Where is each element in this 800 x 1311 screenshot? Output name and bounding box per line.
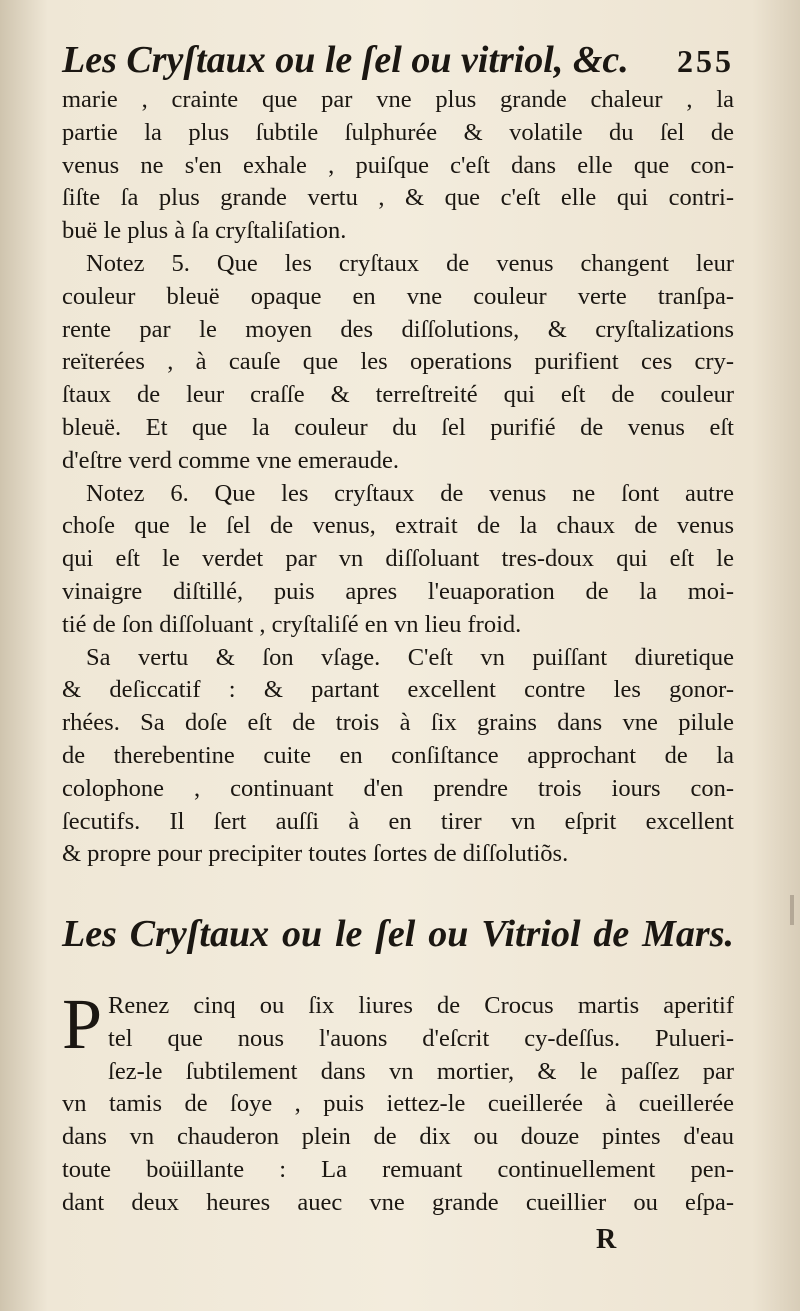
text-line: ſiſte ſa plus grande vertu , & que c'eſt elle qui contri-: [62, 184, 734, 212]
text-line: de therebentine cuite en conſiſtance approchant de la: [62, 741, 734, 769]
running-header: [62, 38, 734, 88]
text-line: marie , crainte que par vne plus grande chaleur , la: [62, 86, 734, 113]
text-line: dans vn chauderon plein de dix ou douze pintes d'eau: [62, 1123, 734, 1151]
text-line: d'eſtre verd comme vne emeraude.: [62, 446, 400, 474]
section-body-text: [62, 984, 734, 1220]
text-line: tié de ſon diſſoluant , cryſtaliſé en vn lieu froid.: [62, 610, 522, 638]
text-line: venus ne s'en exhale , puiſque c'eſt dans elle que con-: [62, 151, 734, 179]
text-line: & deſiccatif : & partant excellent contre les gonor-: [62, 676, 734, 704]
catchword: R: [596, 1224, 617, 1255]
text-line: couleur bleuë opaque en vne couleur verte tranſpa-: [62, 282, 734, 310]
text-line: colophone , continuant d'en prendre trois iours con-: [62, 774, 734, 802]
page-number: 255: [677, 43, 734, 79]
text-line: Renez cinq ou ſix liures de Crocus martis aperitif: [108, 992, 734, 1019]
text-line: reïterées , à cauſe que les operations purifient ces cry-: [62, 348, 734, 376]
text-line: Notez 6. Que les cryſtaux de venus ne ſont autre: [86, 479, 734, 507]
text-line: rhées. Sa doſe eſt de trois à ſix grains dans vne pilule: [62, 709, 734, 737]
text-line: partie la plus ſubtile ſulphurée & volatile du ſel de: [62, 118, 734, 146]
text-line: & propre pour precipiter toutes ſortes de diſſolutiõs.: [62, 840, 569, 868]
text-line: ſez-le ſubtilement dans vn mortier, & le paſſez par: [108, 1057, 734, 1085]
paper-mark: [790, 895, 794, 925]
text-line: ſtaux de leur craſſe & terreſtreité qui eſt de couleur: [62, 381, 734, 409]
text-line: qui eſt le verdet par vn diſſoluant tres-doux qui eſt le: [62, 545, 734, 573]
text-line: vn tamis de ſoye , puis iettez-le cueillerée à cueillerée: [62, 1090, 734, 1118]
text-line: rente par le moyen des diſſolutions, & cryſtalizations: [62, 315, 734, 343]
text-line: choſe que le ſel de venus, extrait de la chaux de venus: [62, 512, 734, 540]
section-heading: Les Cryſtaux ou le ſel ou Vitriol de Mars.: [62, 913, 734, 955]
text-line: buë le plus à ſa cryſtaliſation.: [62, 217, 347, 245]
text-line: dant deux heures auec vne grande cueillier ou eſpa-: [62, 1188, 734, 1216]
drop-cap: P: [62, 984, 103, 1064]
text-line: tel que nous l'auons d'eſcrit cy-deſſus. Pulueri-: [108, 1024, 734, 1052]
text-line: Notez 5. Que les cryſtaux de venus changent leur: [86, 249, 734, 277]
body-text: [62, 84, 734, 871]
text-line: bleuë. Et que la couleur du ſel purifié de venus eſt: [62, 413, 734, 441]
running-title: Les Cryſtaux ou le ſel ou vitriol, &c.: [62, 39, 629, 81]
text-line: Sa vertu & ſon vſage. C'eſt vn puiſſant diuretique: [86, 643, 734, 671]
text-line: ſecutifs. Il ſert auſſi à en tirer vn eſprit excellent: [62, 807, 734, 835]
text-line: toute boüillante : La remuant continuellement pen-: [62, 1155, 734, 1183]
text-line: vinaigre diſtillé, puis apres l'euaporation de la moi-: [62, 577, 734, 605]
